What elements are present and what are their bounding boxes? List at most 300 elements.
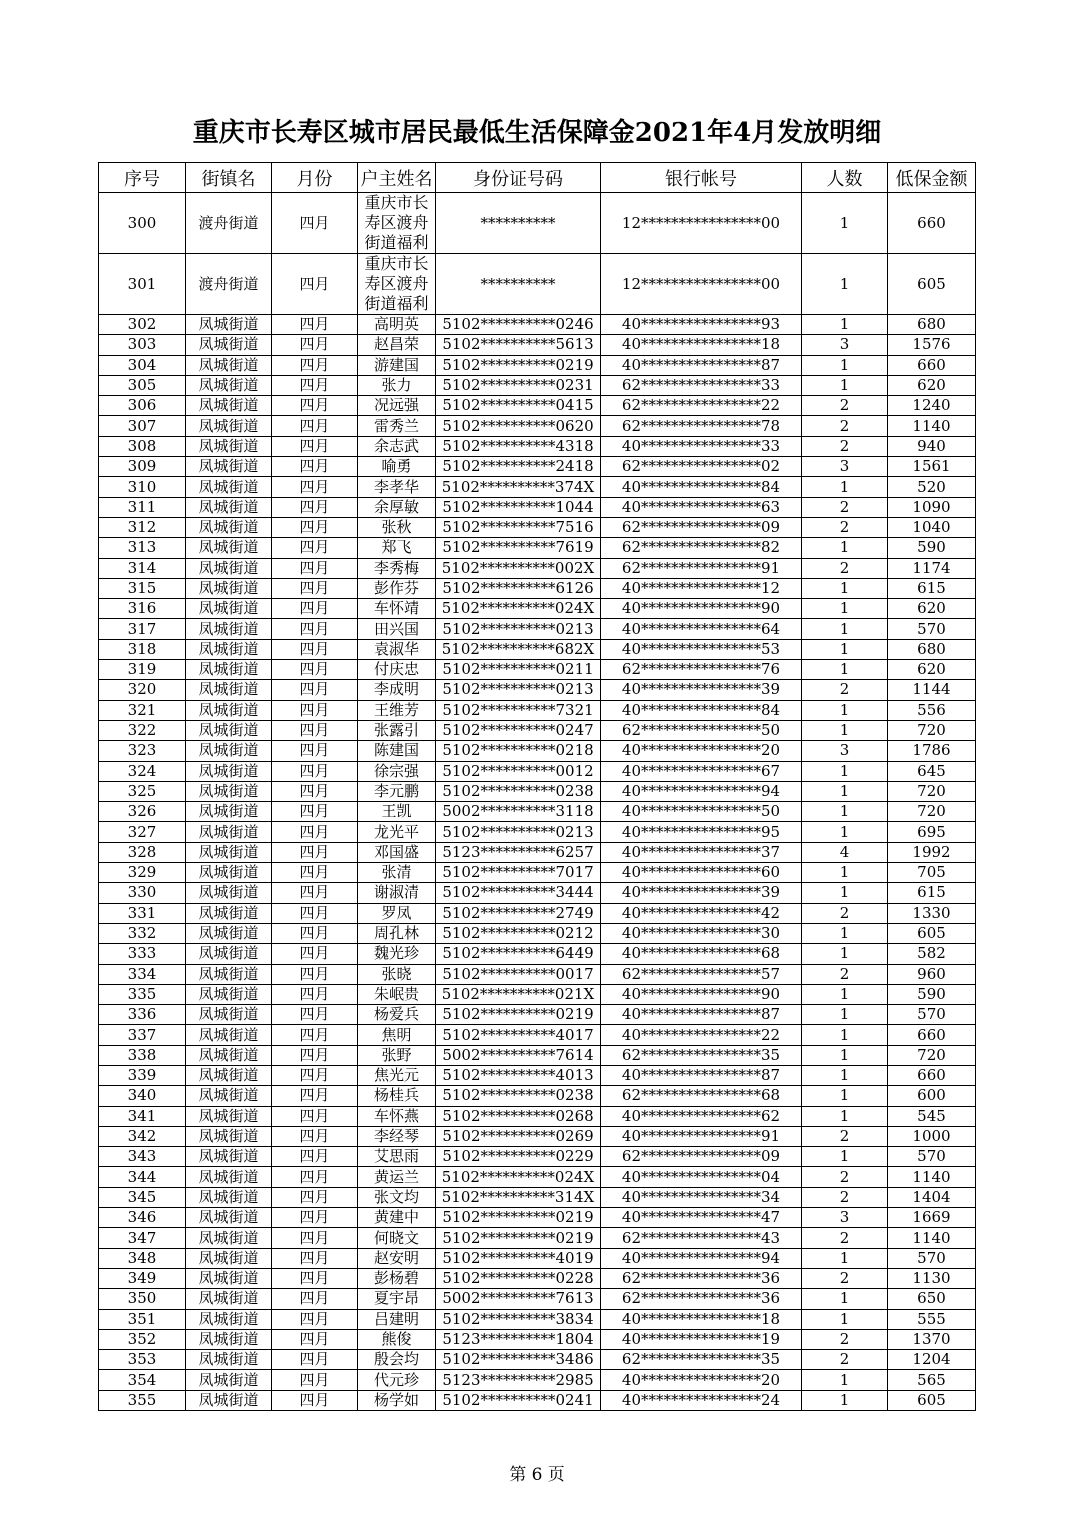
householder-name: 余厚敏: [358, 497, 436, 517]
people-count: 3: [802, 457, 888, 477]
month: 四月: [272, 903, 358, 923]
row-index: 323: [99, 741, 186, 761]
row-index: 344: [99, 1167, 186, 1187]
id-number: 5102**********4017: [436, 1025, 601, 1045]
page-number: 第 6 页: [509, 1465, 565, 1485]
month: 四月: [272, 375, 358, 395]
allowance-amount: 620: [888, 375, 976, 395]
householder-name: 李秀梅: [358, 558, 436, 578]
month: 四月: [272, 1187, 358, 1207]
table-row: [99, 1228, 976, 1248]
id-number: 5102**********0012: [436, 761, 601, 781]
column-header-index: 序号: [99, 163, 186, 193]
month: 四月: [272, 578, 358, 598]
row-index: 327: [99, 822, 186, 842]
street-name: 凤城街道: [186, 1268, 272, 1288]
street-name: 凤城街道: [186, 538, 272, 558]
bank-account: 62****************82: [601, 538, 802, 558]
allowance-amount: 720: [888, 1045, 976, 1065]
table-row: [99, 680, 976, 700]
row-index: 315: [99, 578, 186, 598]
allowance-amount: 720: [888, 781, 976, 801]
id-number: 5002**********3118: [436, 802, 601, 822]
allowance-amount: 620: [888, 599, 976, 619]
people-count: 1: [802, 944, 888, 964]
people-count: 2: [802, 497, 888, 517]
table-row: [99, 842, 976, 862]
householder-name: 邓国盛: [358, 842, 436, 862]
month: 四月: [272, 497, 358, 517]
people-count: 1: [802, 1045, 888, 1065]
people-count: 2: [802, 416, 888, 436]
people-count: 3: [802, 1208, 888, 1228]
table-row: [99, 1329, 976, 1349]
month: 四月: [272, 1329, 358, 1349]
row-index: 333: [99, 944, 186, 964]
bank-account: 40****************20: [601, 741, 802, 761]
householder-name: 游建国: [358, 355, 436, 375]
householder-name: 张文均: [358, 1187, 436, 1207]
people-count: 1: [802, 863, 888, 883]
month: 四月: [272, 1370, 358, 1390]
householder-name: 重庆市长寿区渡舟街道福利: [358, 193, 436, 254]
street-name: 凤城街道: [186, 1086, 272, 1106]
bank-account: 62****************91: [601, 558, 802, 578]
bank-account: 40****************47: [601, 1208, 802, 1228]
householder-name: 代元珍: [358, 1370, 436, 1390]
month: 四月: [272, 984, 358, 1004]
street-name: 凤城街道: [186, 741, 272, 761]
table-row: [99, 436, 976, 456]
month: 四月: [272, 863, 358, 883]
allowance-amount: 556: [888, 700, 976, 720]
householder-name: 谢淑清: [358, 883, 436, 903]
allowance-amount: 615: [888, 883, 976, 903]
table-row: [99, 497, 976, 517]
table-header-row: [99, 163, 976, 193]
id-number: 5102**********2418: [436, 457, 601, 477]
people-count: 1: [802, 375, 888, 395]
row-index: 328: [99, 842, 186, 862]
householder-name: 罗凤: [358, 903, 436, 923]
people-count: 1: [802, 1065, 888, 1085]
allowance-amount: 582: [888, 944, 976, 964]
bank-account: 62****************57: [601, 964, 802, 984]
id-number: 5102**********6126: [436, 578, 601, 598]
row-index: 301: [99, 254, 186, 315]
table-row: [99, 1350, 976, 1370]
householder-name: 焦光元: [358, 1065, 436, 1085]
street-name: 凤城街道: [186, 802, 272, 822]
bank-account: 40****************20: [601, 1370, 802, 1390]
bank-account: 12****************00: [601, 193, 802, 254]
table-row: [99, 1005, 976, 1025]
id-number: 5102**********0415: [436, 396, 601, 416]
table-row: [99, 1390, 976, 1410]
column-header-bank-account: 银行帐号: [601, 163, 802, 193]
allowance-amount: 590: [888, 538, 976, 558]
people-count: 1: [802, 355, 888, 375]
id-number: 5102**********0219: [436, 1005, 601, 1025]
row-index: 337: [99, 1025, 186, 1045]
month: 四月: [272, 964, 358, 984]
row-index: 314: [99, 558, 186, 578]
bank-account: 40****************22: [601, 1025, 802, 1045]
table-row: [99, 802, 976, 822]
bank-account: 40****************62: [601, 1106, 802, 1126]
bank-account: 62****************68: [601, 1086, 802, 1106]
row-index: 312: [99, 517, 186, 537]
bank-account: 40****************94: [601, 1248, 802, 1268]
allowance-amount: 940: [888, 436, 976, 456]
row-index: 341: [99, 1106, 186, 1126]
street-name: 凤城街道: [186, 781, 272, 801]
street-name: 凤城街道: [186, 517, 272, 537]
id-number: 5002**********7614: [436, 1045, 601, 1065]
bank-account: 62****************43: [601, 1228, 802, 1248]
id-number: 5102**********0228: [436, 1268, 601, 1288]
allowance-amount: 660: [888, 355, 976, 375]
id-number: 5102**********024X: [436, 599, 601, 619]
month: 四月: [272, 1228, 358, 1248]
street-name: 凤城街道: [186, 903, 272, 923]
allowance-amount: 1040: [888, 517, 976, 537]
people-count: 2: [802, 558, 888, 578]
allowance-amount: 960: [888, 964, 976, 984]
table-row: [99, 883, 976, 903]
month: 四月: [272, 1309, 358, 1329]
row-index: 304: [99, 355, 186, 375]
table-row: [99, 1370, 976, 1390]
table-row: [99, 1248, 976, 1268]
column-header-street: 街镇名: [186, 163, 272, 193]
month: 四月: [272, 1390, 358, 1410]
people-count: 1: [802, 315, 888, 335]
month: 四月: [272, 1025, 358, 1045]
allowance-amount: 660: [888, 1025, 976, 1045]
bank-account: 62****************36: [601, 1268, 802, 1288]
people-count: 1: [802, 781, 888, 801]
id-number: 5102**********0017: [436, 964, 601, 984]
row-index: 302: [99, 315, 186, 335]
street-name: 凤城街道: [186, 944, 272, 964]
householder-name: 赵昌荣: [358, 335, 436, 355]
id-number: 5123**********2985: [436, 1370, 601, 1390]
table-row: [99, 1106, 976, 1126]
bank-account: 40****************67: [601, 761, 802, 781]
table-row: [99, 396, 976, 416]
people-count: 3: [802, 335, 888, 355]
row-index: 335: [99, 984, 186, 1004]
street-name: 凤城街道: [186, 1208, 272, 1228]
street-name: 凤城街道: [186, 1350, 272, 1370]
id-number: 5102**********0211: [436, 660, 601, 680]
householder-name: 付庆忠: [358, 660, 436, 680]
row-index: 311: [99, 497, 186, 517]
street-name: 凤城街道: [186, 1106, 272, 1126]
bank-account: 40****************87: [601, 1005, 802, 1025]
people-count: 2: [802, 1126, 888, 1146]
id-number: 5102**********0238: [436, 781, 601, 801]
bank-account: 40****************04: [601, 1167, 802, 1187]
month: 四月: [272, 558, 358, 578]
id-number: 5102**********7017: [436, 863, 601, 883]
people-count: 2: [802, 1167, 888, 1187]
id-number: 5102**********0247: [436, 720, 601, 740]
street-name: 凤城街道: [186, 761, 272, 781]
allowance-amount: 605: [888, 923, 976, 943]
street-name: 凤城街道: [186, 457, 272, 477]
month: 四月: [272, 355, 358, 375]
people-count: 1: [802, 1248, 888, 1268]
id-number: 5102**********024X: [436, 1167, 601, 1187]
table-row: [99, 1126, 976, 1146]
id-number: 5102**********5613: [436, 335, 601, 355]
allowance-amount: 570: [888, 1147, 976, 1167]
bank-account: 40****************93: [601, 315, 802, 335]
street-name: 凤城街道: [186, 1025, 272, 1045]
allowance-amount: 1561: [888, 457, 976, 477]
street-name: 凤城街道: [186, 1390, 272, 1410]
householder-name: 张秋: [358, 517, 436, 537]
bank-account: 40****************18: [601, 335, 802, 355]
allowance-amount: 1576: [888, 335, 976, 355]
row-index: 313: [99, 538, 186, 558]
table-row: [99, 578, 976, 598]
allowance-amount: 720: [888, 720, 976, 740]
row-index: 324: [99, 761, 186, 781]
allowance-amount: 1240: [888, 396, 976, 416]
id-number: 5102**********4013: [436, 1065, 601, 1085]
people-count: 1: [802, 700, 888, 720]
street-name: 凤城街道: [186, 1147, 272, 1167]
street-name: 凤城街道: [186, 1187, 272, 1207]
allowance-amount: 570: [888, 1005, 976, 1025]
street-name: 凤城街道: [186, 1005, 272, 1025]
people-count: 2: [802, 1350, 888, 1370]
people-count: 2: [802, 517, 888, 537]
table-row: [99, 1147, 976, 1167]
id-number: 5102**********1044: [436, 497, 601, 517]
street-name: 凤城街道: [186, 1329, 272, 1349]
month: 四月: [272, 1106, 358, 1126]
table-row: [99, 375, 976, 395]
householder-name: 熊俊: [358, 1329, 436, 1349]
row-index: 300: [99, 193, 186, 254]
table-row: [99, 1208, 976, 1228]
people-count: 2: [802, 903, 888, 923]
month: 四月: [272, 538, 358, 558]
householder-name: 吕建明: [358, 1309, 436, 1329]
month: 四月: [272, 1126, 358, 1146]
row-index: 334: [99, 964, 186, 984]
table-row: [99, 822, 976, 842]
table-row: [99, 335, 976, 355]
id-number: 5102**********0620: [436, 416, 601, 436]
table-row: [99, 863, 976, 883]
allowance-amount: 1669: [888, 1208, 976, 1228]
table-row: [99, 254, 976, 315]
id-number: 5102**********3444: [436, 883, 601, 903]
table-body: [99, 193, 976, 1411]
bank-account: 62****************76: [601, 660, 802, 680]
people-count: 1: [802, 720, 888, 740]
householder-name: 况远强: [358, 396, 436, 416]
householder-name: 王维芳: [358, 700, 436, 720]
bank-account: 40****************87: [601, 355, 802, 375]
month: 四月: [272, 680, 358, 700]
householder-name: 龙光平: [358, 822, 436, 842]
street-name: 凤城街道: [186, 1370, 272, 1390]
table-row: [99, 761, 976, 781]
householder-name: 张露引: [358, 720, 436, 740]
id-number: 5102**********0213: [436, 822, 601, 842]
allowance-amount: 590: [888, 984, 976, 1004]
allowance-amount: 660: [888, 193, 976, 254]
people-count: 1: [802, 1025, 888, 1045]
allowance-amount: 555: [888, 1309, 976, 1329]
row-index: 355: [99, 1390, 186, 1410]
id-number: 5102**********0231: [436, 375, 601, 395]
street-name: 凤城街道: [186, 822, 272, 842]
row-index: 330: [99, 883, 186, 903]
id-number: 5102**********0219: [436, 1208, 601, 1228]
id-number: 5102**********3486: [436, 1350, 601, 1370]
people-count: 1: [802, 477, 888, 497]
bank-account: 40****************34: [601, 1187, 802, 1207]
bank-account: 62****************09: [601, 517, 802, 537]
table-row: [99, 416, 976, 436]
allowance-amount: 1174: [888, 558, 976, 578]
allowance-amount: 615: [888, 578, 976, 598]
row-index: 317: [99, 619, 186, 639]
householder-name: 陈建国: [358, 741, 436, 761]
street-name: 凤城街道: [186, 335, 272, 355]
table-row: [99, 984, 976, 1004]
street-name: 凤城街道: [186, 720, 272, 740]
table-row: [99, 315, 976, 335]
bank-account: 40****************39: [601, 680, 802, 700]
householder-name: 李经琴: [358, 1126, 436, 1146]
table-row: [99, 477, 976, 497]
bank-account: 62****************02: [601, 457, 802, 477]
allowance-amount: 1090: [888, 497, 976, 517]
month: 四月: [272, 1289, 358, 1309]
month: 四月: [272, 1350, 358, 1370]
householder-name: 艾思雨: [358, 1147, 436, 1167]
id-number: 5102**********0229: [436, 1147, 601, 1167]
bank-account: 40****************84: [601, 700, 802, 720]
month: 四月: [272, 741, 358, 761]
people-count: 2: [802, 1187, 888, 1207]
allowance-amount: 605: [888, 254, 976, 315]
id-number: **********: [436, 193, 601, 254]
householder-name: 周孔林: [358, 923, 436, 943]
month: 四月: [272, 761, 358, 781]
table-row: [99, 903, 976, 923]
people-count: 1: [802, 822, 888, 842]
row-index: 345: [99, 1187, 186, 1207]
table-row: [99, 193, 976, 254]
id-number: 5102**********7619: [436, 538, 601, 558]
id-number: 5102**********7321: [436, 700, 601, 720]
row-index: 336: [99, 1005, 186, 1025]
month: 四月: [272, 1268, 358, 1288]
table-row: [99, 619, 976, 639]
people-count: 1: [802, 578, 888, 598]
table-row: [99, 741, 976, 761]
month: 四月: [272, 1005, 358, 1025]
street-name: 凤城街道: [186, 1248, 272, 1268]
street-name: 凤城街道: [186, 315, 272, 335]
month: 四月: [272, 1147, 358, 1167]
table-row: [99, 944, 976, 964]
street-name: 渡舟街道: [186, 193, 272, 254]
people-count: 1: [802, 984, 888, 1004]
row-index: 338: [99, 1045, 186, 1065]
allowance-amount: 545: [888, 1106, 976, 1126]
householder-name: 重庆市长寿区渡舟街道福利: [358, 254, 436, 315]
street-name: 凤城街道: [186, 700, 272, 720]
people-count: 2: [802, 964, 888, 984]
bank-account: 40****************33: [601, 436, 802, 456]
bank-account: 62****************36: [601, 1289, 802, 1309]
row-index: 329: [99, 863, 186, 883]
row-index: 310: [99, 477, 186, 497]
id-number: 5102**********314X: [436, 1187, 601, 1207]
allowance-amount: 680: [888, 315, 976, 335]
people-count: 2: [802, 1329, 888, 1349]
row-index: 309: [99, 457, 186, 477]
row-index: 319: [99, 660, 186, 680]
allowance-amount: 570: [888, 619, 976, 639]
street-name: 凤城街道: [186, 1289, 272, 1309]
table-row: [99, 1309, 976, 1329]
id-number: 5102**********0219: [436, 355, 601, 375]
allowance-amount: 660: [888, 1065, 976, 1085]
street-name: 凤城街道: [186, 1126, 272, 1146]
householder-name: 彭作芬: [358, 578, 436, 598]
people-count: 2: [802, 1268, 888, 1288]
id-number: 5102**********0212: [436, 923, 601, 943]
householder-name: 高明英: [358, 315, 436, 335]
householder-name: 喻勇: [358, 457, 436, 477]
allowance-amount: 605: [888, 1390, 976, 1410]
householder-name: 黄建中: [358, 1208, 436, 1228]
street-name: 凤城街道: [186, 1065, 272, 1085]
month: 四月: [272, 1248, 358, 1268]
bank-account: 62****************78: [601, 416, 802, 436]
row-index: 320: [99, 680, 186, 700]
bank-account: 40****************95: [601, 822, 802, 842]
householder-name: 郑飞: [358, 538, 436, 558]
householder-name: 何晓文: [358, 1228, 436, 1248]
bank-account: 40****************24: [601, 1390, 802, 1410]
bank-account: 62****************35: [601, 1045, 802, 1065]
allowance-amount: 1144: [888, 680, 976, 700]
people-count: 1: [802, 639, 888, 659]
month: 四月: [272, 923, 358, 943]
allowance-amount: 1786: [888, 741, 976, 761]
bank-account: 40****************50: [601, 802, 802, 822]
allowance-amount: 1404: [888, 1187, 976, 1207]
id-number: 5102**********4019: [436, 1248, 601, 1268]
month: 四月: [272, 517, 358, 537]
bank-account: 40****************90: [601, 984, 802, 1004]
bank-account: 12****************00: [601, 254, 802, 315]
month: 四月: [272, 335, 358, 355]
table-row: [99, 1187, 976, 1207]
